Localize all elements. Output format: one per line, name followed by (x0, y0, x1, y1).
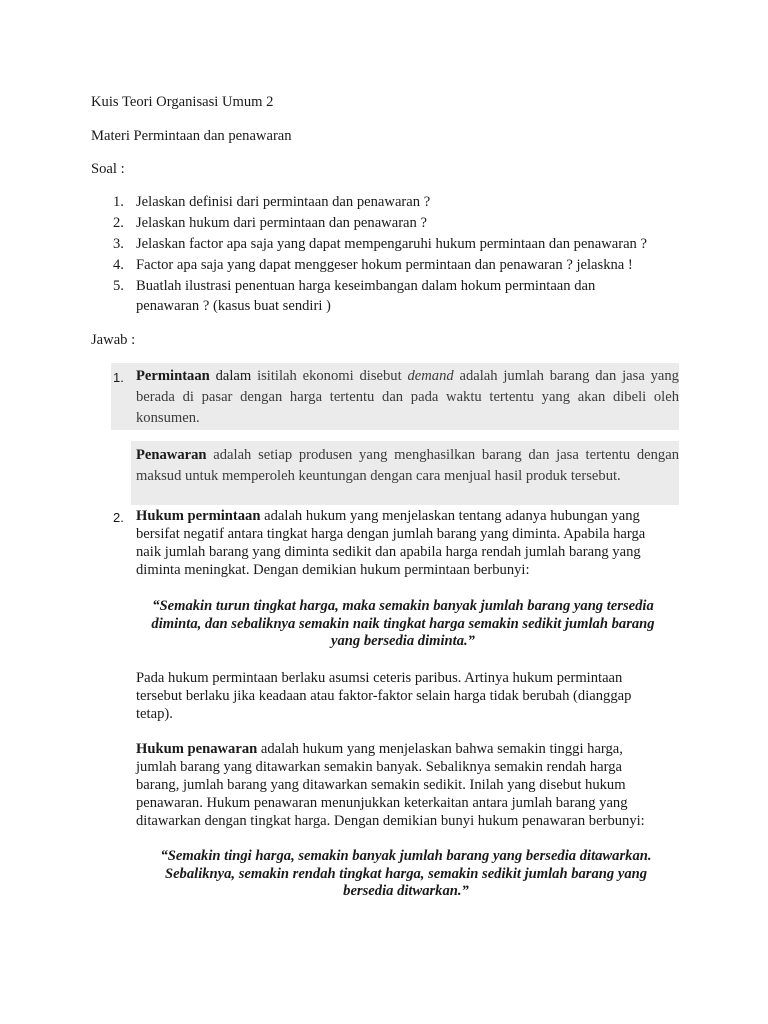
supply-law-line: jumlah barang yang ditawarkan semakin banyak. Sebaliknya semakin rendah harga (136, 759, 623, 775)
term-permintaan: Permintaan (136, 368, 210, 384)
document-subtitle: Materi Permintaan dan penawaran (91, 128, 292, 144)
answer-number: 2. (113, 510, 124, 525)
question-item: Jelaskan factor apa saja yang dapat mempengaruhi hukum permintaan dan penawaran ? (136, 236, 647, 252)
question-number: 5. (113, 278, 124, 294)
document-title: Kuis Teori Organisasi Umum 2 (91, 94, 274, 110)
question-item: Jelaskan hukum dari permintaan dan penawaran ? (136, 215, 427, 231)
answer2-line (136, 507, 640, 525)
question-number: 4. (113, 257, 124, 273)
answer1-line: konsumen. (136, 410, 200, 427)
answer-number: 1. (113, 370, 124, 385)
jawab-label: Jawab : (91, 332, 136, 348)
answer2-line: bersifat negatif antara tingkat harga dengan jumlah barang yang diminta. Apabila harga (136, 526, 646, 542)
answer1-line (136, 446, 679, 464)
text-span: adalah setiap produsen yang menghasilkan barang dan jasa tertentu dengan (206, 447, 679, 463)
question-item: Jelaskan definisi dari permintaan dan penawaran ? (136, 194, 431, 210)
question-item: Buatlah ilustrasi penentuan harga keseimbangan dalam hokum permintaan dan (136, 278, 596, 294)
quote-line: yang bersedia diminta.” (331, 633, 475, 649)
question-item-continuation: penawaran ? (kasus buat sendiri ) (136, 298, 331, 314)
quote-line: diminta, dan sebaliknya semakin naik tingkat harga semakin sedikit jumlah barang (151, 615, 655, 632)
supply-law-quote (132, 848, 680, 901)
supply-law-line: ditawarkan dengan tingkat harga. Dengan demikian bunyi hukum penawaran berbunyi: (136, 813, 645, 829)
question-item: Factor apa saja yang dapat menggeser hokum permintaan dan penawaran ? jelaskna ! (136, 257, 633, 273)
text-span: adalah jumlah barang dan jasa yang (453, 368, 679, 384)
text-span: dalam (209, 368, 258, 384)
assumption-line: tetap). (136, 706, 173, 722)
term-hukum-permintaan: Hukum permintaan (136, 508, 261, 524)
assumption-line: tersebut berlaku jika keadaan atau faktor-faktor selain harga tidak berubah (dianggap (136, 688, 632, 704)
term-hukum-penawaran: Hukum penawaran (136, 741, 258, 757)
question-number: 3. (113, 236, 124, 252)
text-span: isitilah ekonomi disebut (257, 368, 408, 384)
answer1-line: maksud untuk memperoleh keuntungan dengan cara menjual hasil produk tersebut. (136, 468, 621, 485)
quote-line: bersedia ditwarkan.” (343, 883, 469, 899)
question-number: 2. (113, 215, 124, 231)
assumption-line: Pada hukum permintaan berlaku asumsi ceteris paribus. Artinya hukum permintaan (136, 670, 623, 686)
text-span: adalah hukum yang menjelaskan bahwa semakin tinggi harga, (257, 741, 623, 757)
answer1-demand-paragraph (136, 367, 679, 428)
answer2-line: naik jumlah barang yang diminta sedikit dan apabila harga rendah jumlah barang yang (136, 544, 641, 560)
term-penawaran: Penawaran (136, 447, 207, 463)
answer1-supply-paragraph (136, 446, 679, 485)
supply-law-line: barang, jumlah barang yang ditawarkan semakin sedikit. Inilah yang disebut hukum (136, 777, 626, 793)
quote-line: “Semakin turun tingkat harga, maka semakin banyak jumlah barang yang tersedia (152, 598, 654, 614)
supply-law-line (136, 740, 623, 758)
answer1-line (136, 367, 679, 385)
text-span: adalah hukum yang menjelaskan tentang adanya hubungan yang (260, 508, 640, 524)
demand-law-quote (130, 598, 676, 651)
term-demand: demand (407, 368, 454, 384)
quote-line: Sebaliknya, semakin rendah tingkat harga, semakin sedikit jumlah barang yang (164, 865, 648, 882)
question-number: 1. (113, 194, 124, 210)
quote-line: “Semakin tingi harga, semakin banyak jumlah barang yang bersedia ditawarkan. (160, 848, 652, 864)
soal-label: Soal : (91, 161, 125, 177)
answer2-line: diminta meningkat. Dengan demikian hukum permintaan berbunyi: (136, 562, 530, 578)
answer1-line: berada di pasar dengan harga tertentu dan pada waktu tertentu yang akan dibeli oleh (136, 389, 679, 406)
supply-law-line: penawaran. Hukum penawaran menunjukkan keterkaitan antara jumlah barang yang (136, 795, 628, 811)
